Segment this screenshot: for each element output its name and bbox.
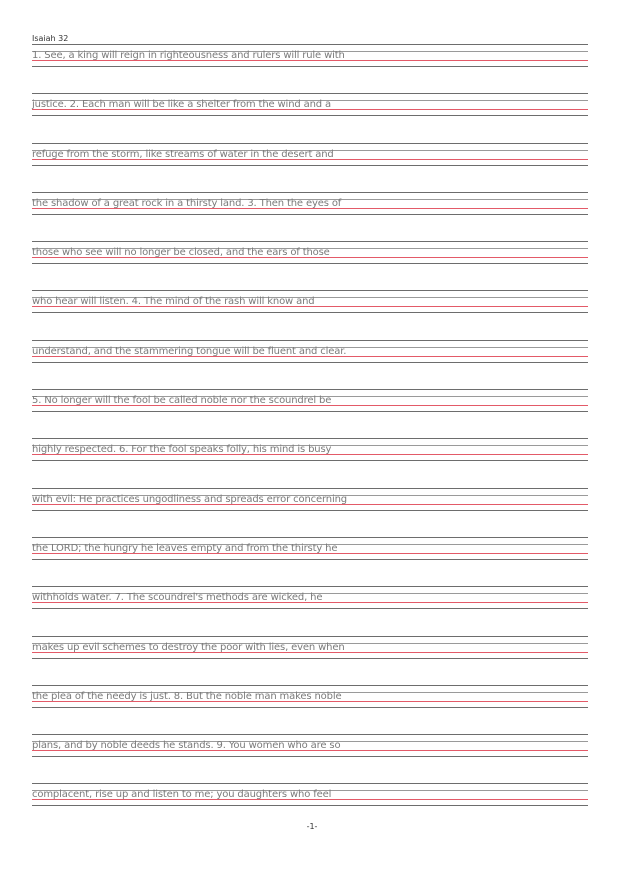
practice-line — [32, 734, 588, 783]
trace-text: those who see will no longer be closed, and the ears of those — [32, 247, 330, 259]
trace-text: refuge from the storm, like streams of water in the desert and — [32, 148, 334, 160]
trace-text: complacent, rise up and listen to me; you daughters who feel — [32, 789, 332, 801]
baseline-guide-line — [32, 608, 588, 609]
practice-line — [32, 438, 588, 487]
top-guide-line — [32, 636, 588, 637]
trace-text: understand, and the stammering tongue will be fluent and clear. — [32, 345, 347, 357]
practice-line — [32, 537, 588, 586]
practice-line — [32, 192, 588, 241]
practice-line — [32, 290, 588, 339]
trace-text: justice. 2. Each man will be like a shelter from the wind and a — [32, 99, 331, 111]
top-guide-line — [32, 290, 588, 291]
top-guide-line — [32, 192, 588, 193]
trace-text: with evil: He practices ungodliness and spreads error concerning — [32, 493, 347, 505]
baseline-guide-line — [32, 362, 588, 363]
baseline-guide-line — [32, 263, 588, 264]
trace-text: the shadow of a great rock in a thirsty land. 3. Then the eyes of — [32, 197, 342, 209]
practice-line — [32, 241, 588, 290]
top-guide-line — [32, 586, 588, 587]
trace-text: withholds water. 7. The scoundrel's methods are wicked, he — [32, 592, 323, 604]
trace-text: 1. See, a king will reign in righteousness and rulers will rule with — [32, 50, 345, 61]
practice-line — [32, 340, 588, 389]
top-guide-line — [32, 389, 588, 390]
top-guide-line — [32, 340, 588, 341]
practice-lines — [32, 44, 588, 833]
top-guide-line — [32, 488, 588, 489]
baseline-guide-line — [32, 460, 588, 461]
top-guide-line — [32, 93, 588, 94]
baseline-guide-line — [32, 756, 588, 757]
top-guide-line — [32, 685, 588, 686]
trace-text: plans, and by noble deeds he stands. 9. You women who are so — [32, 740, 341, 752]
page-number: -1- — [306, 822, 318, 831]
practice-line — [32, 636, 588, 685]
trace-text: 5. No longer will the fool be called noble nor the scoundrel be — [32, 395, 332, 407]
baseline-guide-line — [32, 165, 588, 166]
practice-line — [32, 44, 588, 93]
baseline-guide-line — [32, 66, 588, 67]
trace-text: the LORD; the hungry he leaves empty and from the thirsty he — [32, 542, 338, 554]
top-guide-line — [32, 241, 588, 242]
top-guide-line — [32, 734, 588, 735]
baseline-guide-line — [32, 510, 588, 511]
baseline-guide-line — [32, 707, 588, 708]
baseline-guide-line — [32, 214, 588, 215]
top-guide-line — [32, 537, 588, 538]
baseline-guide-line — [32, 411, 588, 412]
baseline-guide-line — [32, 115, 588, 116]
trace-text: makes up evil schemes to destroy the poor with lies, even when — [32, 641, 345, 653]
top-guide-line — [32, 44, 588, 45]
practice-line — [32, 685, 588, 734]
practice-line — [32, 488, 588, 537]
practice-line — [32, 93, 588, 142]
top-guide-line — [32, 438, 588, 439]
practice-line — [32, 389, 588, 438]
trace-text: who hear will listen. 4. The mind of the rash will know and — [32, 296, 315, 308]
trace-text: the plea of the needy is just. 8. But the noble man makes noble — [32, 690, 342, 702]
baseline-guide-line — [32, 312, 588, 313]
baseline-guide-line — [32, 805, 588, 806]
baseline-guide-line — [32, 658, 588, 659]
document-title: Isaiah 32 — [32, 34, 69, 43]
practice-line — [32, 143, 588, 192]
top-guide-line — [32, 143, 588, 144]
trace-text: highly respected. 6. For the fool speaks folly, his mind is busy — [32, 444, 332, 456]
top-guide-line — [32, 783, 588, 784]
baseline-guide-line — [32, 559, 588, 560]
practice-line — [32, 586, 588, 635]
